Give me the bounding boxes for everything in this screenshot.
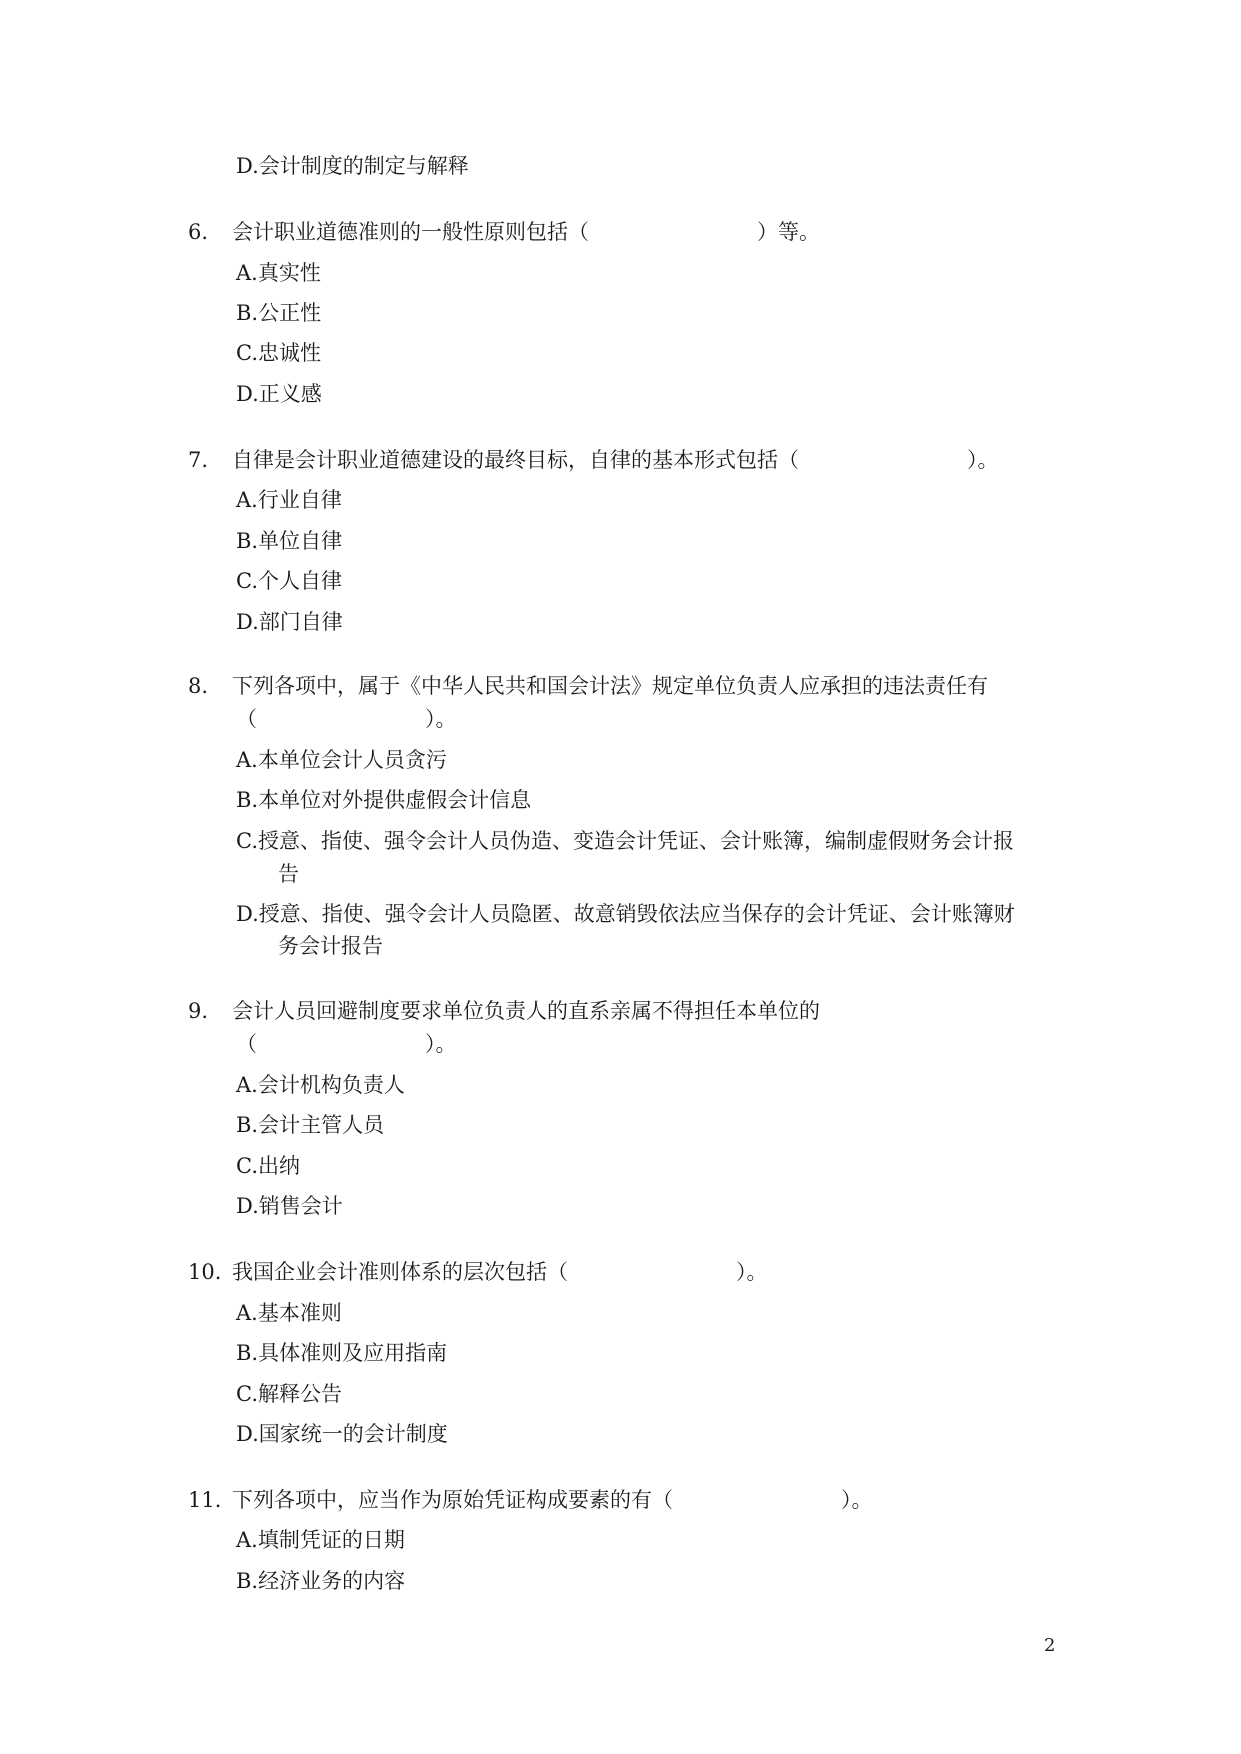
question-stem-continued: （ ）。 — [236, 707, 457, 731]
option-item: C.解释公告 — [236, 1382, 342, 1406]
question-number: 8. — [188, 674, 209, 698]
question-stem-continued: （ ）。 — [236, 1032, 457, 1056]
option-item: D.销售会计 — [236, 1194, 343, 1218]
option-item: A.会计机构负责人 — [236, 1073, 405, 1097]
option-item: A.真实性 — [236, 261, 321, 285]
option-item: C.出纳 — [236, 1154, 300, 1178]
question-stem: 会计职业道德准则的一般性原则包括（ ）等。 — [232, 220, 820, 244]
option-item: B.单位自律 — [236, 529, 343, 553]
option-item: C.授意、指使、强令会计人员伪造、变造会计凭证、会计账簿，编制虚假财务会计报 — [236, 829, 1014, 853]
option-item: B.公正性 — [236, 301, 322, 325]
option-item: A.行业自律 — [236, 488, 342, 512]
option-item: D.授意、指使、强令会计人员隐匿、故意销毁依法应当保存的会计凭证、会计账簿财 — [236, 902, 1015, 926]
question-stem: 下列各项中，属于《中华人民共和国会计法》规定单位负责人应承担的违法责任有 — [232, 674, 988, 698]
option-item: B.本单位对外提供虚假会计信息 — [236, 788, 532, 812]
option-item: D.正义感 — [236, 382, 322, 406]
option-item: A.基本准则 — [236, 1301, 342, 1325]
option-item: D.国家统一的会计制度 — [236, 1422, 448, 1446]
question-number: 7. — [188, 448, 209, 472]
option-item: B.会计主管人员 — [236, 1113, 385, 1137]
option-item-continued: 务会计报告 — [278, 934, 383, 958]
option-item: C.个人自律 — [236, 569, 342, 593]
question-stem: 自律是会计职业道德建设的最终目标，自律的基本形式包括（ ）。 — [232, 448, 999, 472]
option-item: D.会计制度的制定与解释 — [236, 154, 469, 178]
page-number: 2 — [1044, 1635, 1056, 1656]
option-item: B.经济业务的内容 — [236, 1569, 406, 1593]
option-item: C.忠诚性 — [236, 341, 321, 365]
question-number: 6. — [188, 220, 209, 244]
question-number: 10. — [188, 1260, 222, 1284]
option-item-continued: 告 — [278, 862, 299, 886]
option-item: B.具体准则及应用指南 — [236, 1341, 448, 1365]
option-item: A.填制凭证的日期 — [236, 1528, 405, 1552]
question-stem: 会计人员回避制度要求单位负责人的直系亲属不得担任本单位的 — [232, 999, 820, 1023]
question-stem: 我国企业会计准则体系的层次包括（ ）。 — [232, 1260, 768, 1284]
option-item: D.部门自律 — [236, 610, 343, 634]
question-number: 9. — [188, 999, 209, 1023]
option-item: A.本单位会计人员贪污 — [236, 748, 447, 772]
question-number: 11. — [188, 1488, 222, 1512]
question-stem: 下列各项中，应当作为原始凭证构成要素的有（ ）。 — [232, 1488, 873, 1512]
